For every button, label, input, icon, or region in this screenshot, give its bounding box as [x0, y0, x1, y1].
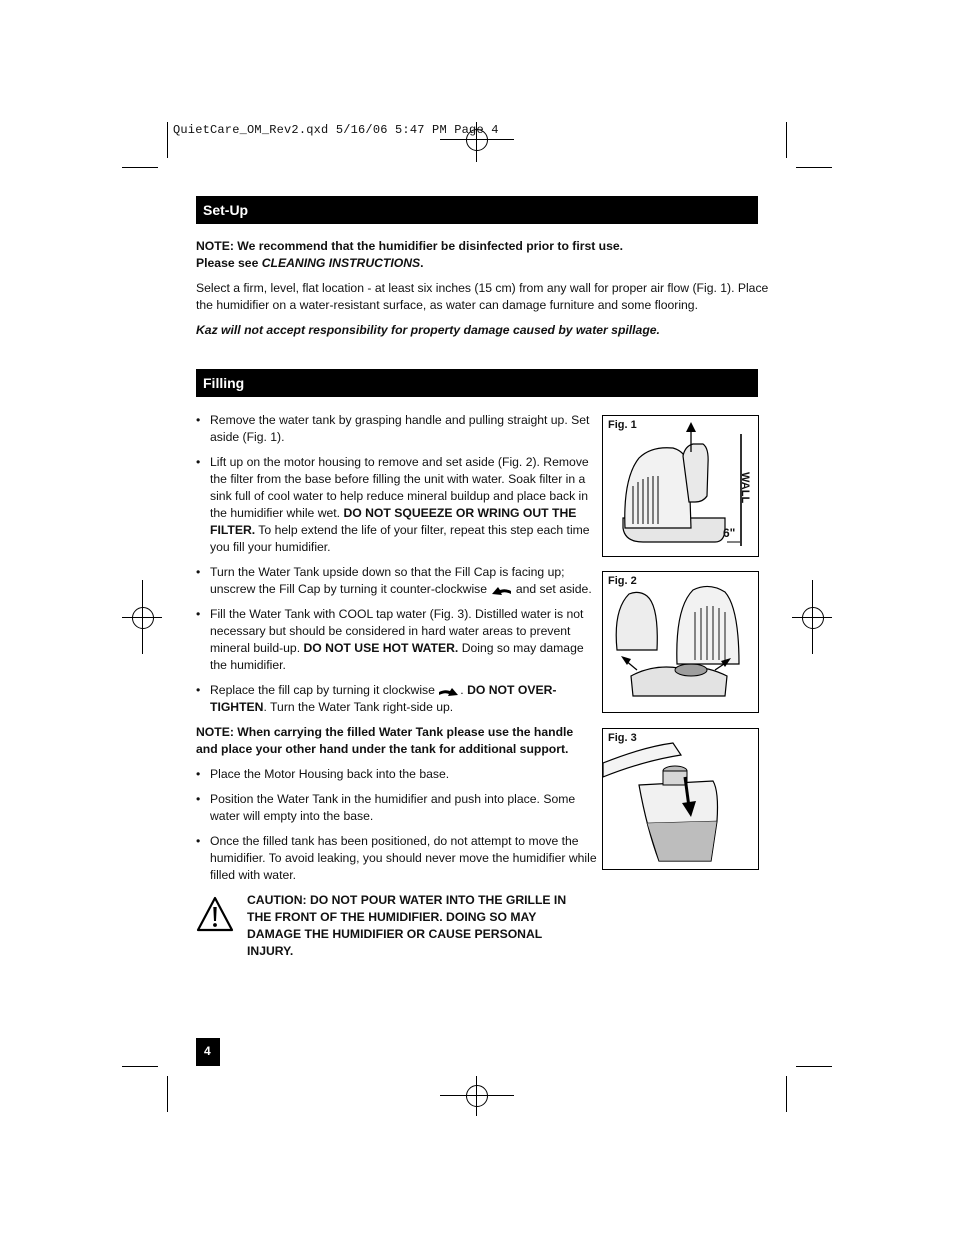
figure-1 — [602, 415, 759, 557]
setup-note: NOTE: We recommend that the humidifier be disinfected prior to first use. Please see CLEANING INSTRUCTIONS. — [196, 239, 624, 270]
crop-mark — [786, 122, 787, 158]
list-item: • Once the filled tank has been positioned, do not attempt to move the humidifier. To avoid leaking, you should never move the humidifier while filled with water. — [196, 833, 598, 884]
file-slug: QuietCare_OM_Rev2.qxd 5/16/06 5:47 PM Page 4 — [173, 123, 499, 137]
wall-label: WALL — [739, 472, 751, 504]
setup-warning: Kaz will not accept responsibility for property damage caused by water spillage. — [196, 323, 660, 337]
figure-2 — [602, 571, 759, 713]
list-item: • Replace the fill cap by turning it clockwise . DO NOT OVER-TIGHTEN. Turn the Water Tank right-side up. — [196, 682, 598, 716]
crop-mark — [796, 167, 832, 168]
counter-clockwise-arrow-icon — [490, 584, 512, 596]
registration-mark-bottom — [440, 1076, 514, 1116]
carry-note: NOTE: When carrying the filled Water Tank please use the handle and place your other hand under the tank for additional support. — [196, 725, 574, 756]
registration-mark-right — [792, 580, 832, 654]
list-item: • Remove the water tank by grasping handle and pulling straight up. Set aside (Fig. 1). — [196, 412, 598, 446]
setup-body: Select a firm, level, flat location - at least six inches (15 cm) from any wall for proper air flow (Fig. 1). Place the humidifier on a water-resistant surface, as water can damage furniture and some flooring. — [196, 281, 769, 312]
list-item: • Fill the Water Tank with COOL tap water (Fig. 3). Distilled water is not necessary but should be considered in hard water areas to prevent mineral build-up. DO NOT USE HOT WATER. Doing so may damage the humidifier. — [196, 606, 598, 674]
section-title: Set-Up — [203, 202, 249, 218]
motor-housing-removal-illustration — [603, 572, 758, 712]
section-header-filling — [196, 369, 758, 397]
crop-mark — [122, 1066, 158, 1067]
figure-label: Fig. 1 — [608, 419, 637, 431]
crop-mark — [796, 1066, 832, 1067]
list-item: • Place the Motor Housing back into the base. — [196, 766, 598, 783]
caution-text: CAUTION: DO NOT POUR WATER INTO THE GRILLE IN THE FRONT OF THE HUMIDIFIER. DOING SO MAY DAMAGE THE HUMIDIFIER OR CAUSE PERSONAL INJURY. — [247, 893, 567, 958]
filling-instructions — [196, 412, 598, 892]
figure-label: Fig. 3 — [608, 732, 637, 744]
crop-mark — [167, 1076, 168, 1112]
list-item: • Lift up on the motor housing to remove and set aside (Fig. 2). Remove the filter from the base before filling the unit with water. Soak filter in a sink full of cool water to help reduce mineral buildup and place back in the humidifier while wet. DO NOT SQUEEZE OR WRING OUT THE FILTER. To help extend the life of your filter, repeat this step each time you fill your humidifier. — [196, 454, 598, 556]
crop-mark — [122, 167, 158, 168]
list-item: • Position the Water Tank in the humidifier and push into place. Some water will empty into the base. — [196, 791, 598, 825]
list-item: • Turn the Water Tank upside down so that the Fill Cap is facing up; unscrew the Fill Cap by turning it counter-clockwise and set aside. — [196, 564, 598, 598]
page-number: 4 — [196, 1038, 220, 1066]
crop-mark — [786, 1076, 787, 1112]
tank-filling-illustration — [603, 729, 758, 869]
section-title: Filling — [203, 375, 245, 391]
warning-triangle-icon — [196, 896, 234, 932]
clockwise-arrow-icon — [438, 685, 460, 697]
distance-label: 6" — [723, 526, 736, 540]
figure-3 — [602, 728, 759, 870]
section-header-setup — [196, 196, 758, 224]
cleaning-instructions-ref: CLEANING INSTRUCTIONS — [261, 256, 421, 270]
figure-label: Fig. 2 — [608, 575, 637, 587]
registration-mark-left — [122, 580, 162, 654]
crop-mark — [167, 122, 168, 158]
